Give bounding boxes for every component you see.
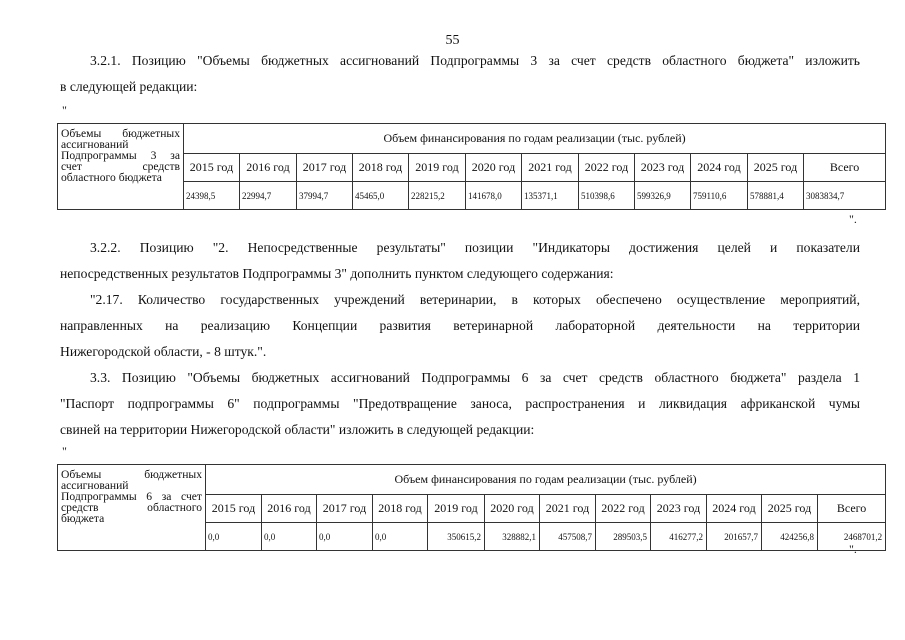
paragraph-line: направленных на реализацию Концепции развития ветеринарной лабораторной деятельности на территории [60, 318, 860, 333]
paragraph-3-3 [60, 365, 860, 443]
value-cell: 457508,7 [540, 523, 596, 551]
table-row-header: Объемы бюджетных ассигнований Подпрограммы 6 за счет средств областного бюджета [58, 465, 206, 551]
year-cell-total: Всего [804, 154, 886, 182]
year-cell: 2020 год [485, 495, 540, 523]
year-cell: 2016 год [240, 154, 297, 182]
year-cell: 2018 год [353, 154, 409, 182]
paragraph-line: "Паспорт подпрограммы 6" подпрограммы "Предотвращение заноса, распространения и ликвидация африканской чумы [60, 396, 860, 411]
value-cell: 599326,9 [635, 182, 691, 210]
year-cell: 2024 год [707, 495, 762, 523]
value-cell: 510398,6 [579, 182, 635, 210]
close-quote: ". [849, 212, 857, 226]
value-cell: 141678,0 [466, 182, 522, 210]
year-cell: 2021 год [540, 495, 596, 523]
value-cell: 328882,1 [485, 523, 540, 551]
paragraph-line: Нижегородской области, - 8 штук.". [60, 344, 267, 359]
year-cell: 2018 год [373, 495, 428, 523]
value-cell: 0,0 [262, 523, 317, 551]
paragraph-3-2-2 [60, 235, 860, 365]
open-quote: " [62, 444, 67, 458]
paragraph-line: свиней на территории Нижегородской области" изложить в следующей редакции: [60, 422, 535, 437]
paragraph-line: в следующей редакции: [60, 79, 198, 94]
year-cell: 2016 год [262, 495, 317, 523]
value-cell: 0,0 [317, 523, 373, 551]
value-cell-total: 2468701,2 [818, 523, 886, 551]
year-cell: 2021 год [522, 154, 579, 182]
value-cell: 424256,8 [762, 523, 818, 551]
value-cell: 350615,2 [428, 523, 485, 551]
year-cell: 2022 год [596, 495, 651, 523]
paragraph-line: 3.2.1. Позицию "Объемы бюджетных ассигнований Подпрограммы 3 за счет средств областного бюджета" изложить [90, 53, 860, 68]
financing-table-subprogram-6 [57, 464, 886, 551]
close-quote: ". [849, 542, 857, 556]
paragraph-3-2-1 [60, 48, 860, 100]
year-cell: 2020 год [466, 154, 522, 182]
value-cell: 201657,7 [707, 523, 762, 551]
table-row-header: Объемы бюджетных ассигнований Подпрограммы 3 за счет средств областного бюджета [58, 124, 184, 210]
value-cell: 45465,0 [353, 182, 409, 210]
year-cell: 2025 год [748, 154, 804, 182]
year-cell: 2017 год [317, 495, 373, 523]
table-title: Объем финансирования по годам реализации (тыс. рублей) [184, 124, 886, 154]
value-cell: 37994,7 [297, 182, 353, 210]
paragraph-line: 3.2.2. Позицию "2. Непосредственные результаты" позиции "Индикаторы достижения целей и показатели [90, 240, 860, 255]
value-cell: 759110,6 [691, 182, 748, 210]
year-cell: 2022 год [579, 154, 635, 182]
value-cell-total: 3083834,7 [804, 182, 886, 210]
financing-table-subprogram-3 [57, 123, 886, 210]
value-cell: 578881,4 [748, 182, 804, 210]
value-cell: 22994,7 [240, 182, 297, 210]
paragraph-line: непосредственных результатов Подпрограммы 3" дополнить пунктом следующего содержания: [60, 266, 614, 281]
paragraph-line: "2.17. Количество государственных учреждений ветеринарии, в которых обеспечено осуществление мероприятий, [90, 292, 860, 307]
year-cell-total: Всего [818, 495, 886, 523]
value-cell: 0,0 [373, 523, 428, 551]
year-cell: 2019 год [428, 495, 485, 523]
page-number: 55 [445, 33, 460, 48]
value-cell: 228215,2 [409, 182, 466, 210]
open-quote: " [62, 103, 67, 117]
value-cell: 289503,5 [596, 523, 651, 551]
year-cell: 2017 год [297, 154, 353, 182]
year-cell: 2015 год [184, 154, 240, 182]
paragraph-line: 3.3. Позицию "Объемы бюджетных ассигнований Подпрограммы 6 за счет средств областного бюджета" раздела 1 [90, 370, 860, 385]
table-title: Объем финансирования по годам реализации (тыс. рублей) [206, 465, 886, 495]
year-cell: 2015 год [206, 495, 262, 523]
year-cell: 2024 год [691, 154, 748, 182]
value-cell: 416277,2 [651, 523, 707, 551]
year-cell: 2023 год [635, 154, 691, 182]
value-cell: 24398,5 [184, 182, 240, 210]
value-cell: 0,0 [206, 523, 262, 551]
year-cell: 2019 год [409, 154, 466, 182]
year-cell: 2023 год [651, 495, 707, 523]
value-cell: 135371,1 [522, 182, 579, 210]
year-cell: 2025 год [762, 495, 818, 523]
